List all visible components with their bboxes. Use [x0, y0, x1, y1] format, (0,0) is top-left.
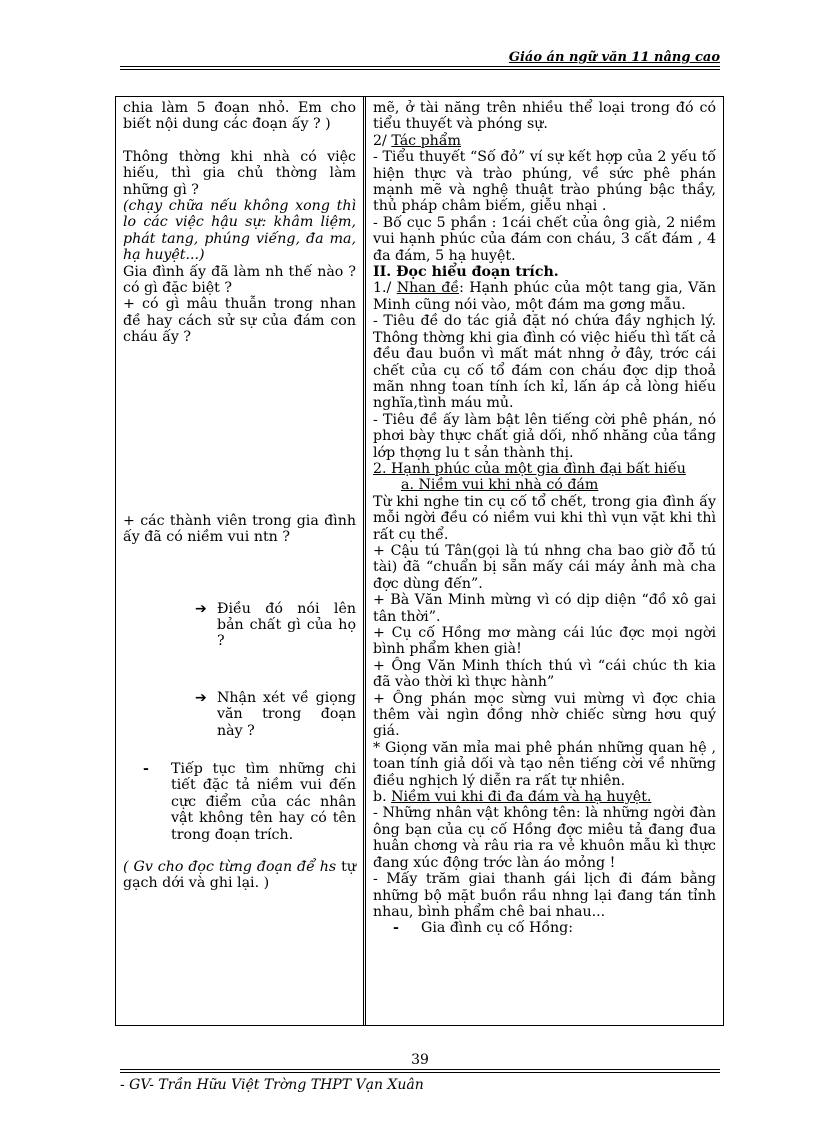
heading-text: Niềm vui khi đi đa đám và hạ huyệt. — [391, 789, 652, 806]
left-text: Thông thờng khi nhà có việc hiếu, thì gia chủ thờng làm những gì ? — [123, 148, 356, 198]
dash-icon: - — [143, 760, 149, 777]
content-column — [366, 97, 723, 1025]
arrow-icon: ➔ — [195, 689, 207, 706]
left-text: Gia đình ấy đã làm nh thế nào ? có gì đặc biệt ? — [123, 263, 356, 297]
right-text — [373, 280, 716, 313]
right-text: * Giọng văn mỉa mai phê phán những quan hệ , toan tính giả dối và tạo nên tiếng cời về những điều nghịch lý diễn ra rất tự nhiên. — [373, 739, 716, 789]
section-heading: 2. Hạnh phúc của một gia đình đại bất hiếu — [373, 460, 686, 477]
heading-text: Tác phẩm — [391, 132, 461, 149]
right-text: + Cụ cố Hồng mơ màng cái lúc đợc mọi ngời bình phẩm khen già! — [373, 625, 716, 658]
lesson-table — [115, 96, 724, 1026]
arrow-icon: ➔ — [195, 600, 207, 617]
page-header: Giáo án ngữ văn 11 nâng cao — [508, 50, 720, 65]
heading-number: 2/ — [373, 132, 392, 149]
left-text: chia làm 5 đoạn nhỏ. Em cho biết nội dung các đoạn ấy ? ) — [123, 100, 356, 133]
right-text: Từ khi nghe tin cụ cố tổ chết, trong gia đình ấy mỗi ngời đều có niềm vui khi thì vụn vặt khi thì rất cụ thể. — [373, 493, 716, 543]
dash-bullet — [143, 761, 356, 843]
section-heading — [373, 133, 716, 149]
left-note-italic: ( Gv cho đọc từng đoạn để hs — [123, 858, 337, 875]
page-number: 39 — [411, 1052, 429, 1068]
right-text: - Bố cục 5 phần : 1cái chết của ông già, 2 niềm vui hạnh phúc của đám con cháu, 3 cất đám , 4 đa đám, 5 hạ huyệt. — [373, 214, 716, 264]
left-question: Điều đó nói lên bản chất gì của họ ? — [217, 600, 356, 650]
subsection-heading: a. Niềm vui khi nhà có đám — [401, 477, 599, 494]
dash-icon: - — [393, 920, 399, 937]
right-text: Gia đình cụ cố Hồng: — [421, 920, 574, 937]
right-text: + Cậu tú Tân(gọi là tú nhng cha bao giờ đỗ tú tài) đã “chuẩn bị sẵn mấy cái máy ảnh mà cha đợc dùng đến”. — [373, 542, 716, 592]
heading-number: 1./ — [373, 280, 397, 297]
subsection-heading — [373, 789, 716, 805]
right-text: - Tiểu thuyết “Số đỏ” ví sự kết hợp của 2 yếu tố hiện thực và trào phúng, về sức phê phán mạnh mẽ và nghệ thuật trào phúng bậc thầy, thủ pháp châm biếm, giễu nhại . — [373, 149, 716, 215]
right-text: : Hạnh phúc của một tang gia, Văn Minh cũng nói vào, một đám ma gơng mẫu. — [373, 280, 717, 313]
heading-text: Nhan đề — [396, 280, 460, 297]
arrow-bullet — [195, 690, 356, 739]
right-text: - Những nhân vật không tên: là những ngời đàn ông bạn của cụ cố Hồng đợc miêu tả đang đua huân chơng và râu ria ra vẻ khuôn mẫu kì thực đang xúc động trớc làn áo mỏng ! — [373, 805, 716, 871]
right-text: mẽ, ở tài năng trên nhiều thể loại trong đó có tiểu thuyết và phóng sự. — [373, 100, 716, 133]
dash-bullet — [393, 920, 716, 936]
left-note-rest: tự gạch dới và ghi lại. ) — [123, 858, 356, 892]
right-text: + Ông Văn Minh thích thú vì “cái chúc th kia đã vào thời kì thực hành” — [373, 657, 716, 691]
footer-rule — [120, 1069, 720, 1073]
right-text: - Mấy trăm giai thanh gái lịch đi đám bằng những bộ mặt buồn rầu nhng lại đang tán tỉnh nhau, bình phẩm chê bai nhau... — [373, 871, 716, 920]
right-text: + Ông phán mọc sừng vui mừng vì đợc chia thêm vài ngìn đồng nhờ chiếc sừng hơu quý giá. — [373, 690, 716, 740]
left-note — [123, 859, 356, 892]
header-rule — [120, 66, 720, 70]
right-text: - Tiêu đề do tác giả đặt nó chứa đầy nghịch lý. Thông thờng khi gia đình có việc hiếu thì tất cả đều đau buồn vì mất mát nhng ở đây, trớc cái chết của cụ cố tổ đám con cháu đợc dịp thoả mãn nhng toan tính ích kỉ, lấn áp cả lòng hiếu nghĩa,tình máu mủ. — [373, 313, 716, 412]
left-text: + có gì mâu thuẫn trong nhan đề hay cách sử sự của đám con cháu ấy ? — [123, 296, 356, 346]
left-question: Tiếp tục tìm những chi tiết đặc tả niềm vui đến cực điểm của các nhân vật không tên hay có tên trong đoạn trích. — [171, 760, 356, 843]
heading-number: b. — [373, 789, 392, 806]
page-footer: - GV- Trần Hữu Việt Trờng THPT Vạn Xuân — [120, 1077, 424, 1093]
left-text: + các thành viên trong gia đình ấy đã có niềm vui ntn ? — [123, 512, 356, 546]
left-italic-note: (chạy chữa nếu không xong thì lo các việc hậu sự: khâm liệm, phát tang, phúng viếng, đa ma, hạ huyệt...) — [123, 198, 356, 264]
arrow-bullet — [195, 601, 356, 650]
section-heading: II. Đọc hiểu đoạn trích. — [373, 264, 559, 281]
left-question: Nhận xét về giọng văn trong đoạn này ? — [217, 689, 356, 739]
right-text: + Bà Văn Minh mừng vì có dịp diện “đồ xô gai tân thời”. — [373, 592, 716, 625]
teacher-activity-column — [116, 97, 366, 1025]
right-text: - Tiêu đề ấy làm bật lên tiếng cời phê phán, nó phơi bày thực chất giả dối, nhố nhăng của tầng lớp thợng lu t sản thành thị. — [373, 411, 716, 461]
